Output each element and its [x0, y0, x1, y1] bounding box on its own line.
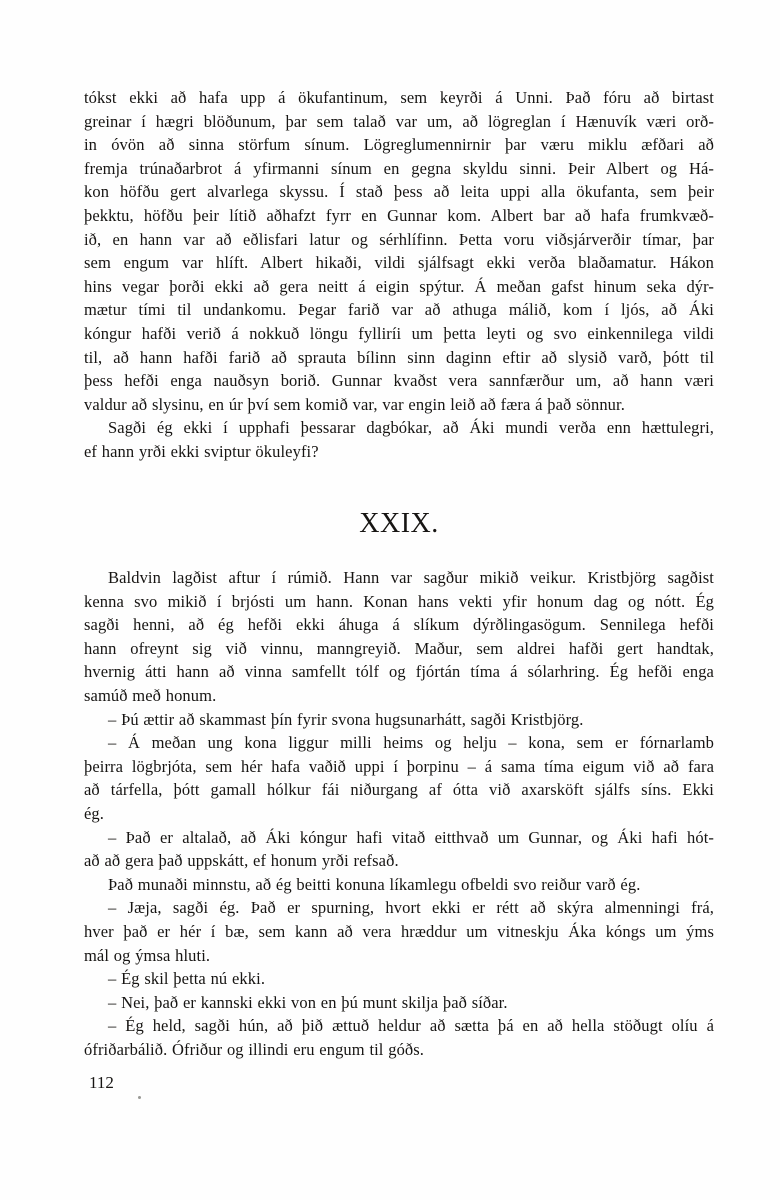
text-line: þekktu, höfðu þeir lítið aðhafzt fyrr en Gunnar kom. Albert bar að hafa frumkvæð-: [84, 205, 714, 225]
paragraph: [84, 416, 714, 463]
paragraph: [84, 731, 714, 825]
text-line: kóngur hafði verið á nokkuð löngu fylliríi um þetta leyti og svo einkennilega vildi: [84, 323, 714, 343]
text-line: fremja trúnaðarbrot á yfirmanni sínum en gegna skyldu sinni. Þeir Albert og Há-: [84, 158, 714, 178]
text-line: hver það er hér í bæ, sem kann að vera hræddur um vitneskju Áka kóngs um ýms: [84, 921, 714, 941]
text-block-top: [84, 86, 714, 464]
text-line: til, að hann hafði farið að sprauta bílinn sinn daginn eftir að slysið varð, þótt til: [84, 347, 714, 367]
text-line: Baldvin lagðist aftur í rúmið. Hann var sagður mikið veikur. Kristbjörg sagðist: [108, 568, 714, 587]
text-line: þess hefði enga nauðsyn borið. Gunnar kvaðst vera sannfærður um, að hann væri: [84, 371, 714, 391]
paragraph: [84, 967, 714, 991]
text-line: – Á meðan ung kona liggur milli heims og helju – kona, sem er fórnarlamb: [108, 733, 714, 753]
text-line: – Jæja, sagði ég. Það er spurning, hvort ekki er rétt að skýra almenningi frá,: [108, 898, 714, 918]
text-line: ef hann yrði ekki sviptur ökuleyfi?: [84, 441, 319, 461]
text-line: tókst ekki að hafa upp á ökufantinum, sem keyrði á Unni. Það fóru að birtast: [84, 88, 714, 107]
text-line: kon höfðu gert alvarlega skyssu. Í stað þess að leita uppi alla ökufanta, sem þeir: [84, 182, 714, 202]
text-line: samúð með honum.: [84, 685, 217, 705]
text-line: Það munaði minnstu, að ég beitti konuna líkamlegu ofbeldi svo reiður varð ég.: [108, 874, 641, 894]
text-line: – Þú ættir að skammast þín fyrir svona hugsunarhátt, sagði Kristbjörg.: [108, 709, 584, 729]
paragraph: [84, 826, 714, 873]
text-line: þeirra lögbrjóta, sem hér hafa vaðið uppi í þorpinu – á sama tíma eigum við að fara: [84, 756, 714, 776]
text-line: sem engum var hlíft. Albert hikaði, vildi sjálfsagt ekki verða blaðamatur. Hákon: [84, 253, 714, 273]
paragraph: [84, 873, 714, 897]
text-line: hann ofreynt sig við vinnu, manngreyið. Maður, sem aldrei hafði gert handtak,: [84, 638, 714, 658]
text-line: að að gera það uppskátt, ef honum yrði refsað.: [84, 851, 399, 871]
text-line: – Ég held, sagði hún, að þið ættuð heldur að sætta þá en að hella stöðugt olíu á: [108, 1016, 714, 1036]
text-line: greinar í hægri blöðunum, þar sem talað var um, að lögreglan í Hænuvík væri orð-: [84, 111, 714, 131]
text-line: Sagði ég ekki í upphafi þessarar dagbókar, að Áki mundi verða enn hættulegri,: [108, 418, 714, 438]
text-line: sagði henni, að ég hefði ekki áhuga á slíkum dýrðlingasögum. Sennilega hefði: [84, 615, 714, 635]
page-number: 112: [89, 1073, 114, 1092]
text-line: ófriðarbálið. Ófriður og illindi eru engum til góðs.: [84, 1039, 425, 1059]
text-line: að tárfella, þótt gamall hólkur fái niðurgang af ótta við axarsköft sjálfs síns. Ekki: [84, 780, 714, 800]
text-line: – Ég skil þetta nú ekki.: [108, 969, 266, 989]
text-line: kenna svo mikið í brjósti um hann. Konan hans vekti yfir honum dag og nótt. Ég: [84, 591, 714, 611]
scan-speck: [138, 1096, 141, 1099]
paragraph: [84, 86, 714, 416]
text-line: valdur að slysinu, en úr því sem komið var, var engin leið að færa á það sönnur.: [84, 394, 625, 414]
text-block-bottom: [84, 566, 714, 1061]
text-line: – Það er altalað, að Áki kóngur hafi vitað eitthvað um Gunnar, og Áki hafi hót-: [108, 827, 714, 847]
paragraph: [84, 566, 714, 708]
text-line: hins vegar þorði ekki að gera neitt á eigin spýtur. Á meðan gafst hinum seka dýr-: [84, 276, 714, 296]
paragraph: [84, 1014, 714, 1061]
paragraph: [84, 991, 714, 1015]
text-line: ið, en hann var að eðlisfari latur og sérhlífinn. Þetta voru viðsjárverðir tímar, þar: [84, 229, 714, 249]
text-line: mætur tími til undankomu. Þegar farið var að athuga málið, kom í ljós, að Áki: [84, 300, 714, 320]
text-line: ég.: [84, 803, 104, 823]
paragraph: [84, 896, 714, 967]
text-line: in óvön að sinna störfum sínum. Lögreglumennirnir þar væru miklu æfðari að: [84, 135, 714, 155]
text-line: – Nei, það er kannski ekki von en þú munt skilja það síðar.: [108, 992, 508, 1012]
chapter-heading: XXIX.: [359, 508, 439, 539]
text-line: mál og ýmsa hluti.: [84, 945, 211, 965]
paragraph: [84, 708, 714, 732]
text-line: hvernig átti hann að vinna samfellt tólf og fjórtán tíma á sólarhring. Ég hefði enga: [84, 662, 714, 682]
